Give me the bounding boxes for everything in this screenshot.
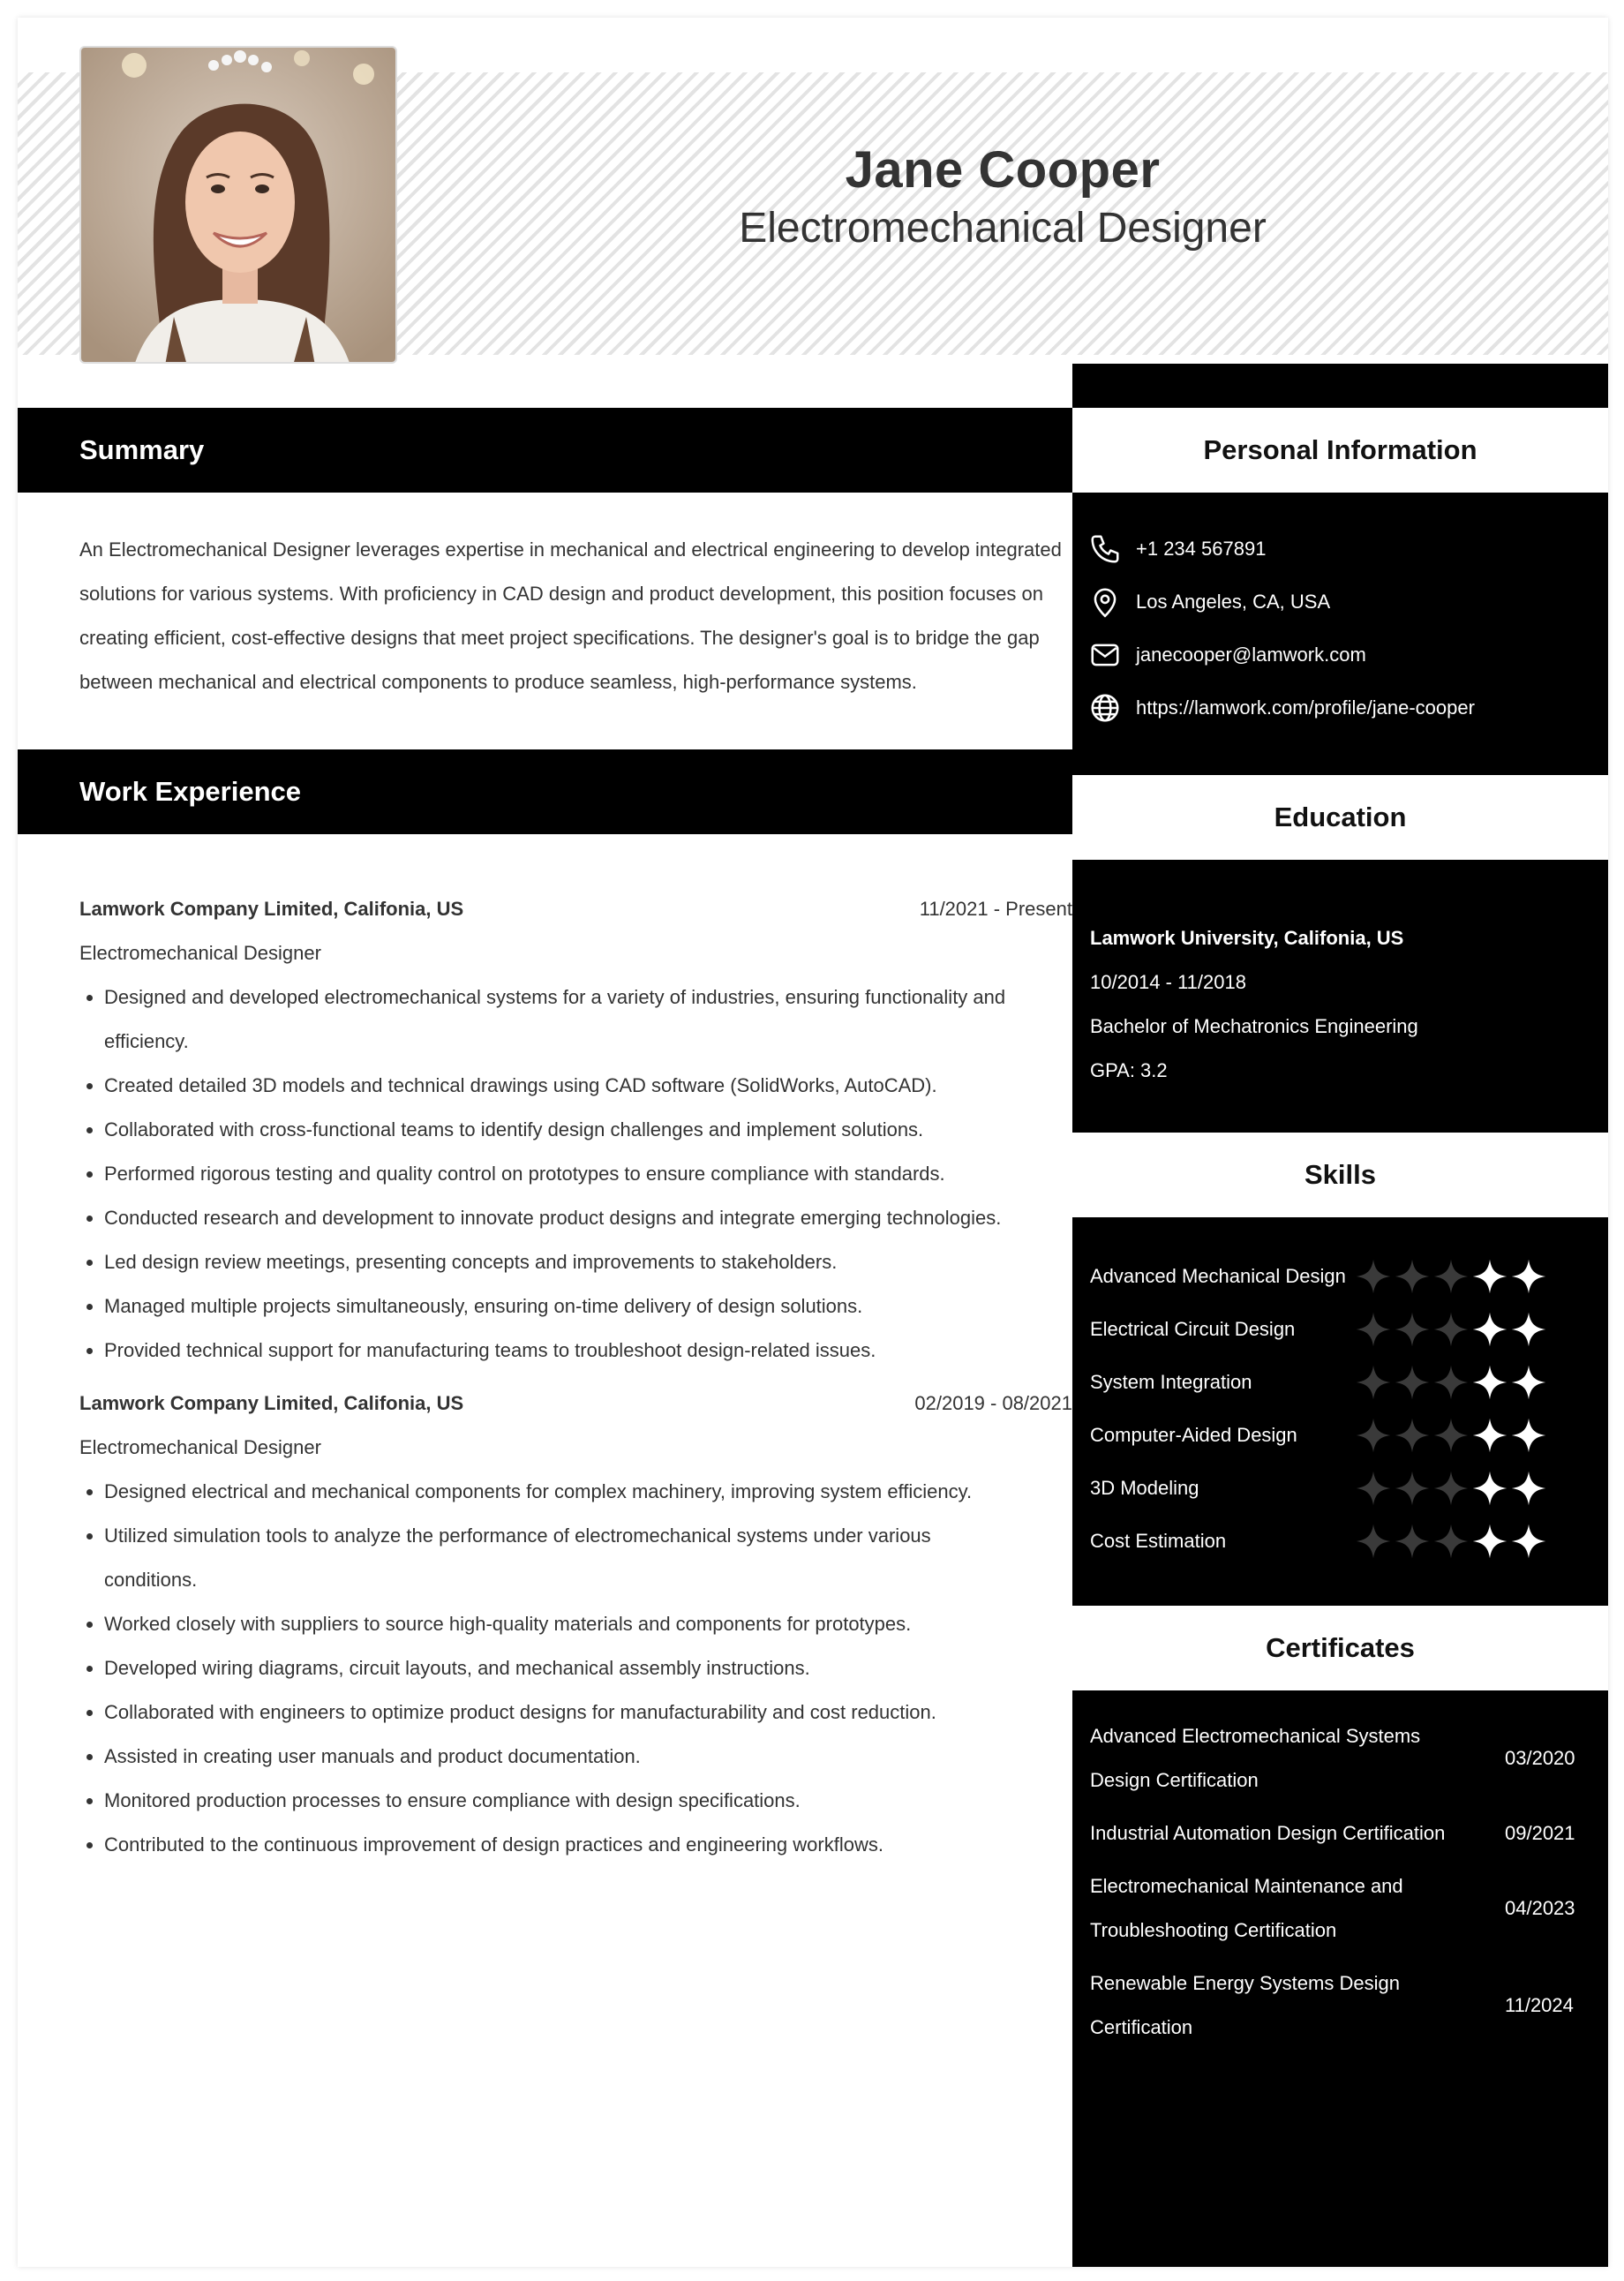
star-empty-icon: [1432, 1417, 1470, 1454]
star-empty-icon: [1394, 1470, 1431, 1507]
job-bullet: Performed rigorous testing and quality control on prototypes to ensure compliance with standards.: [79, 1152, 1072, 1196]
globe-icon: [1088, 691, 1122, 725]
job-entry: [79, 887, 1072, 1373]
job-bullet: Assisted in creating user manuals and product documentation.: [79, 1735, 1072, 1779]
skill-row: [1090, 1515, 1593, 1568]
job-company: Lamwork Company Limited, Califonia, US: [79, 898, 464, 920]
skill-row: [1090, 1409, 1593, 1462]
skill-name: Advanced Mechanical Design: [1090, 1265, 1346, 1287]
job-role: Electromechanical Designer: [79, 942, 321, 964]
skill-rating: [1355, 1311, 1549, 1348]
job-bullet: Contributed to the continuous improvement of design practices and engineering workflows.: [79, 1823, 1072, 1867]
skill-rating: [1355, 1470, 1549, 1507]
job-bullet: Collaborated with engineers to optimize product designs for manufacturability and cost reduction.: [79, 1690, 1072, 1735]
job-bullet: Worked closely with suppliers to source high-quality materials and components for prototypes.: [79, 1602, 1072, 1646]
certificate-date: 09/2021: [1505, 1822, 1575, 1844]
star-empty-icon: [1432, 1523, 1470, 1560]
skill-name: 3D Modeling: [1090, 1477, 1199, 1499]
personal-info-heading: Personal Information: [1072, 408, 1608, 493]
mail-icon: [1088, 638, 1122, 672]
certificate-date: 11/2024: [1505, 1994, 1574, 2016]
star-empty-icon: [1355, 1523, 1392, 1560]
certificates-heading: Certificates: [1072, 1606, 1608, 1690]
skills-heading: Skills: [1072, 1133, 1608, 1217]
job-bullets: [79, 1470, 1072, 1867]
skill-name: Computer-Aided Design: [1090, 1424, 1297, 1446]
skill-rating: [1355, 1417, 1549, 1454]
star-empty-icon: [1432, 1364, 1470, 1401]
education-entry: [1090, 916, 1418, 1093]
contact-phone: [1088, 523, 1600, 576]
summary-heading: Summary: [18, 408, 1072, 493]
star-empty-icon: [1355, 1364, 1392, 1401]
job-bullet: Managed multiple projects simultaneously, ensuring on-time delivery of design solutions.: [79, 1284, 1072, 1329]
education-degree: Bachelor of Mechatronics Engineering: [1090, 1015, 1418, 1037]
certificate-name: Advanced Electromechanical Systems Design Certification: [1090, 1725, 1421, 1791]
star-empty-icon: [1432, 1311, 1470, 1348]
job-bullet: Collaborated with cross-functional teams to identify design challenges and implement solutions.: [79, 1108, 1072, 1152]
star-filled-icon: [1471, 1470, 1508, 1507]
phone-text: +1 234 567891: [1136, 538, 1267, 560]
star-filled-icon: [1510, 1523, 1547, 1560]
contact-list: [1088, 523, 1600, 734]
star-filled-icon: [1471, 1417, 1508, 1454]
job-company: Lamwork Company Limited, Califonia, US: [79, 1392, 464, 1414]
star-filled-icon: [1471, 1311, 1508, 1348]
skill-rating: [1355, 1258, 1549, 1295]
profile-photo: [79, 46, 397, 364]
star-filled-icon: [1471, 1258, 1508, 1295]
location-pin-icon: [1088, 585, 1122, 619]
job-bullet: Utilized simulation tools to analyze the performance of electromechanical systems under various conditions.: [79, 1514, 1072, 1602]
certificate-item: [1090, 1864, 1593, 1953]
education-school: Lamwork University, Califonia, US: [1090, 927, 1404, 949]
certificate-date: 03/2020: [1505, 1747, 1575, 1769]
job-bullet: Conducted research and development to innovate product designs and integrate emerging technologies.: [79, 1196, 1072, 1240]
skill-row: [1090, 1303, 1593, 1356]
star-filled-icon: [1510, 1470, 1547, 1507]
skills-list: [1090, 1250, 1593, 1568]
name-block: [397, 141, 1608, 252]
certificate-name: Electromechanical Maintenance and Troubleshooting Certification: [1090, 1875, 1403, 1941]
star-filled-icon: [1510, 1417, 1547, 1454]
skill-name: System Integration: [1090, 1371, 1252, 1393]
certificate-date: 04/2023: [1505, 1897, 1575, 1919]
sidebar: [1072, 364, 1608, 2267]
contact-email: [1088, 629, 1600, 681]
certificate-name: Industrial Automation Design Certification: [1090, 1822, 1446, 1844]
contact-location: [1088, 576, 1600, 629]
resume-page: [18, 18, 1608, 2267]
job-bullet: Provided technical support for manufacturing teams to troubleshoot design-related issues.: [79, 1329, 1072, 1373]
email-link[interactable]: janecooper@lamwork.com: [1136, 644, 1366, 666]
star-empty-icon: [1355, 1417, 1392, 1454]
job-bullet: Monitored production processes to ensure compliance with design specifications.: [79, 1779, 1072, 1823]
skill-rating: [1355, 1523, 1549, 1560]
star-empty-icon: [1394, 1258, 1431, 1295]
location-text: Los Angeles, CA, USA: [1136, 591, 1331, 613]
star-empty-icon: [1355, 1258, 1392, 1295]
summary-text: An Electromechanical Designer leverages expertise in mechanical and electrical engineering to develop integrated solutions for various systems. With proficiency in CAD design and product development, this position focuses on creating efficient, cost-effective designs that meet project specifications. The designer's goal is to bridge the gap between mechanical and electrical components to produce seamless, high-performance systems.: [79, 538, 1062, 693]
star-empty-icon: [1432, 1258, 1470, 1295]
star-filled-icon: [1510, 1258, 1547, 1295]
job-bullets: [79, 975, 1072, 1373]
star-empty-icon: [1355, 1311, 1392, 1348]
star-filled-icon: [1471, 1523, 1508, 1560]
skill-row: [1090, 1250, 1593, 1303]
education-heading: Education: [1072, 775, 1608, 860]
star-empty-icon: [1394, 1417, 1431, 1454]
job-bullet: Designed electrical and mechanical components for complex machinery, improving system efficiency.: [79, 1470, 1072, 1514]
job-bullet: Led design review meetings, presenting concepts and improvements to stakeholders.: [79, 1240, 1072, 1284]
star-filled-icon: [1510, 1311, 1547, 1348]
star-empty-icon: [1394, 1311, 1431, 1348]
work-experience-heading: Work Experience: [18, 749, 1072, 834]
star-filled-icon: [1471, 1364, 1508, 1401]
certificates-list: [1090, 1714, 1593, 2059]
website-link[interactable]: https://lamwork.com/profile/jane-cooper: [1136, 696, 1475, 719]
certificate-item: [1090, 1961, 1593, 2050]
skill-rating: [1355, 1364, 1549, 1401]
job-bullet: Created detailed 3D models and technical drawings using CAD software (SolidWorks, AutoCAD).: [79, 1064, 1072, 1108]
star-empty-icon: [1394, 1523, 1431, 1560]
skill-name: Cost Estimation: [1090, 1530, 1227, 1552]
job-role: Electromechanical Designer: [79, 1436, 321, 1458]
job-bullet: Developed wiring diagrams, circuit layouts, and mechanical assembly instructions.: [79, 1646, 1072, 1690]
skill-row: [1090, 1356, 1593, 1409]
skill-name: Electrical Circuit Design: [1090, 1318, 1296, 1340]
star-filled-icon: [1510, 1364, 1547, 1401]
job-date: 11/2021 - Present: [919, 898, 1072, 920]
certificate-name: Renewable Energy Systems Design Certification: [1090, 1972, 1400, 2038]
certificate-item: [1090, 1714, 1593, 1803]
star-empty-icon: [1394, 1364, 1431, 1401]
education-dates: 10/2014 - 11/2018: [1090, 971, 1246, 993]
job-date: 02/2019 - 08/2021: [914, 1392, 1072, 1414]
job-entry: [79, 1381, 1072, 1867]
job-bullet: Designed and developed electromechanical systems for a variety of industries, ensuring functionality and efficiency.: [79, 975, 1072, 1064]
education-gpa: GPA: 3.2: [1090, 1059, 1168, 1081]
star-empty-icon: [1432, 1470, 1470, 1507]
candidate-title: Electromechanical Designer: [739, 204, 1267, 252]
candidate-name: Jane Cooper: [845, 141, 1161, 199]
star-empty-icon: [1355, 1470, 1392, 1507]
skill-row: [1090, 1462, 1593, 1515]
contact-website: [1088, 681, 1600, 734]
phone-icon: [1088, 532, 1122, 566]
certificate-item: [1090, 1811, 1593, 1856]
